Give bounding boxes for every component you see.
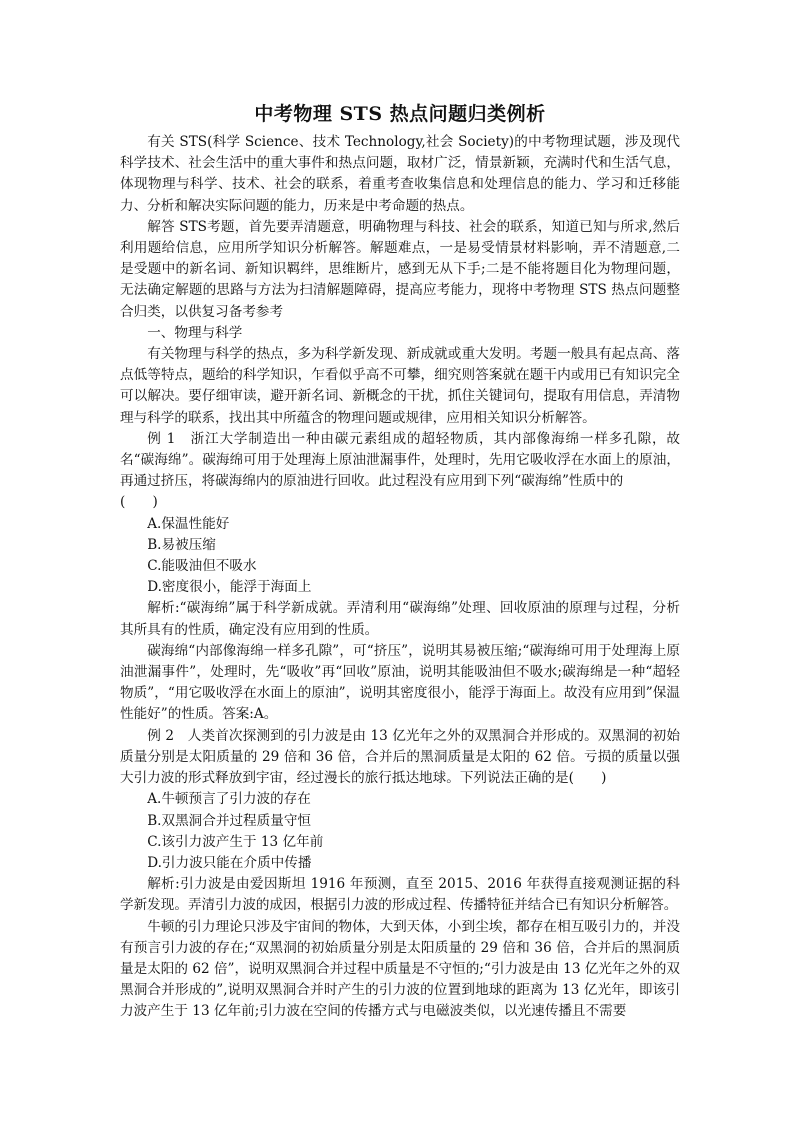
intro-paragraph-2: 解答 STS考题，首先要弄清题意，明确物理与科技、社会的联系，知道已知与所求,然后利用题给信息，应用所学知识分析解答。解题难点，一是易受情景材料影响，弄不清题意,二是受题中的新名词、新知识羁绊，思维断片，感到无从下手;二是不能将题目化为物理问题，无法确定解题的思路与方法为扫清解题障碍，提高应考能力，现将中考物理 STS 热点问题整合归类，以供复习备考参考 [120, 218, 680, 320]
example-1-option-c: C.能吸油但不吸水 [147, 558, 257, 575]
document-page [120, 100, 680, 1023]
example-1-answer-bracket: ( ) [120, 494, 158, 511]
example-2-option-d: D.引力波只能在介质中传播 [147, 854, 312, 871]
document-title: 中考物理 STS 热点问题归类例析 [254, 103, 546, 125]
section-heading-physics-science: 一、物理与科学 [147, 324, 243, 341]
example-1-detail: 碳海绵“内部像海绵一样多孔隙”，可“挤压”，说明其易被压缩;“碳海绵可用于处理海上原油泄漏事件”，处理时，先“吸收”再“回收”原油，说明其能吸油但不吸水;碳海绵是一种“超轻物质”，“用它吸收浮在水面上的原油”，说明其密度很小，能浮于海面上。故没有应用到”保温性能好”的性质。答案:A。 [120, 642, 680, 723]
example-2-option-c: C.该引力波产生于 13 亿年前 [147, 833, 324, 850]
example-1-option-b: B.易被压缩 [147, 536, 216, 553]
example-2-analysis: 解析:引力波是由爱因斯坦 1916 年预测，直至 2015、2016 年获得直接观测证据的科学新发现。弄清引力波的成因，根据引力波的形成过程、传播特征并结合已有知识分析解答。 [120, 876, 680, 914]
section-1-paragraph: 有关物理与科学的热点，多为科学新发现、新成就或重大发明。考题一般具有起点高、落点低等特点，题给的科学知识，乍看似乎高不可攀，细究则答案就在题干内或用已有知识完全可以解决。要仔细审读，避开新名词、新概念的干扰，抓住关键词句，提取有用信息，弄清物理与科学的联系，找出其中所蕴含的物理问题或规律，应用相关知识分析解答。 [120, 346, 680, 426]
example-1-analysis: 解析:“碳海绵”属于科学新成就。弄清利用“碳海绵”处理、回收原油的原理与过程，分析其所具有的性质，确定没有应用到的性质。 [120, 600, 680, 638]
intro-paragraph-1: 有关 STS(科学 Science、技术 Technology,社会 Society)的中考物理试题，涉及现代科学技术、社会生活中的重大事件和热点问题，取材广泛，情景新颖，充满时代和生活气息，体现物理与科学、技术、社会的联系，着重考查收集信息和处理信息的能力、学习和迁移能力、分析和解决实际问题的能力，历来是中考命题的热点。 [120, 134, 680, 214]
example-1-option-d: D.密度很小，能浮于海面上 [147, 579, 312, 596]
example-2-option-a: A.牛顿预言了引力波的存在 [147, 791, 311, 808]
example-1-option-a: A.保温性能好 [147, 515, 230, 532]
example-2-option-b: B.双黑洞合并过程质量守恒 [147, 812, 312, 829]
example-2-stem: 例 2 人类首次探测到的引力波是由 13 亿光年之外的双黑洞合并形成的。双黑洞的初始质量分别是太阳质量的 29 倍和 36 倍，合并后的黑洞质量是太阳的 62 倍。亏损的质量以强大引力波的形式释放到宇宙，经过漫长的旅行抵达地球。下列说法正确的是( ) [120, 727, 680, 787]
example-1-stem: 例 1 浙江大学制造出一种由碳元素组成的超轻物质，其内部像海绵一样多孔隙，故名“碳海绵”。碳海绵可用于处理海上原油泄漏事件，处理时，先用它吸收浮在水面上的原油，再通过挤压，将碳海绵内的原油进行回收。此过程没有应用到下列“碳海绵”性质中的 [120, 430, 680, 490]
example-2-detail: 牛顿的引力理论只涉及宇宙间的物体，大到天体，小到尘埃，都存在相互吸引力的，并没有预言引力波的存在;“双黑洞的初始质量分别是太阳质量的 29 倍和 36 倍，合并后的黑洞质量是太阳的 62 倍”，说明双黑洞合并过程中质量是不守恒的;“引力波是由 13 亿光年之外的双黑洞合并形成的”,说明双黑洞合并时产生的引力波的位置到地球的距离为 13 亿光年，即该引力波产生于 13 亿年前;引力波在空间的传播方式与电磁波类似，以光速传播且不需要 [120, 918, 680, 1020]
